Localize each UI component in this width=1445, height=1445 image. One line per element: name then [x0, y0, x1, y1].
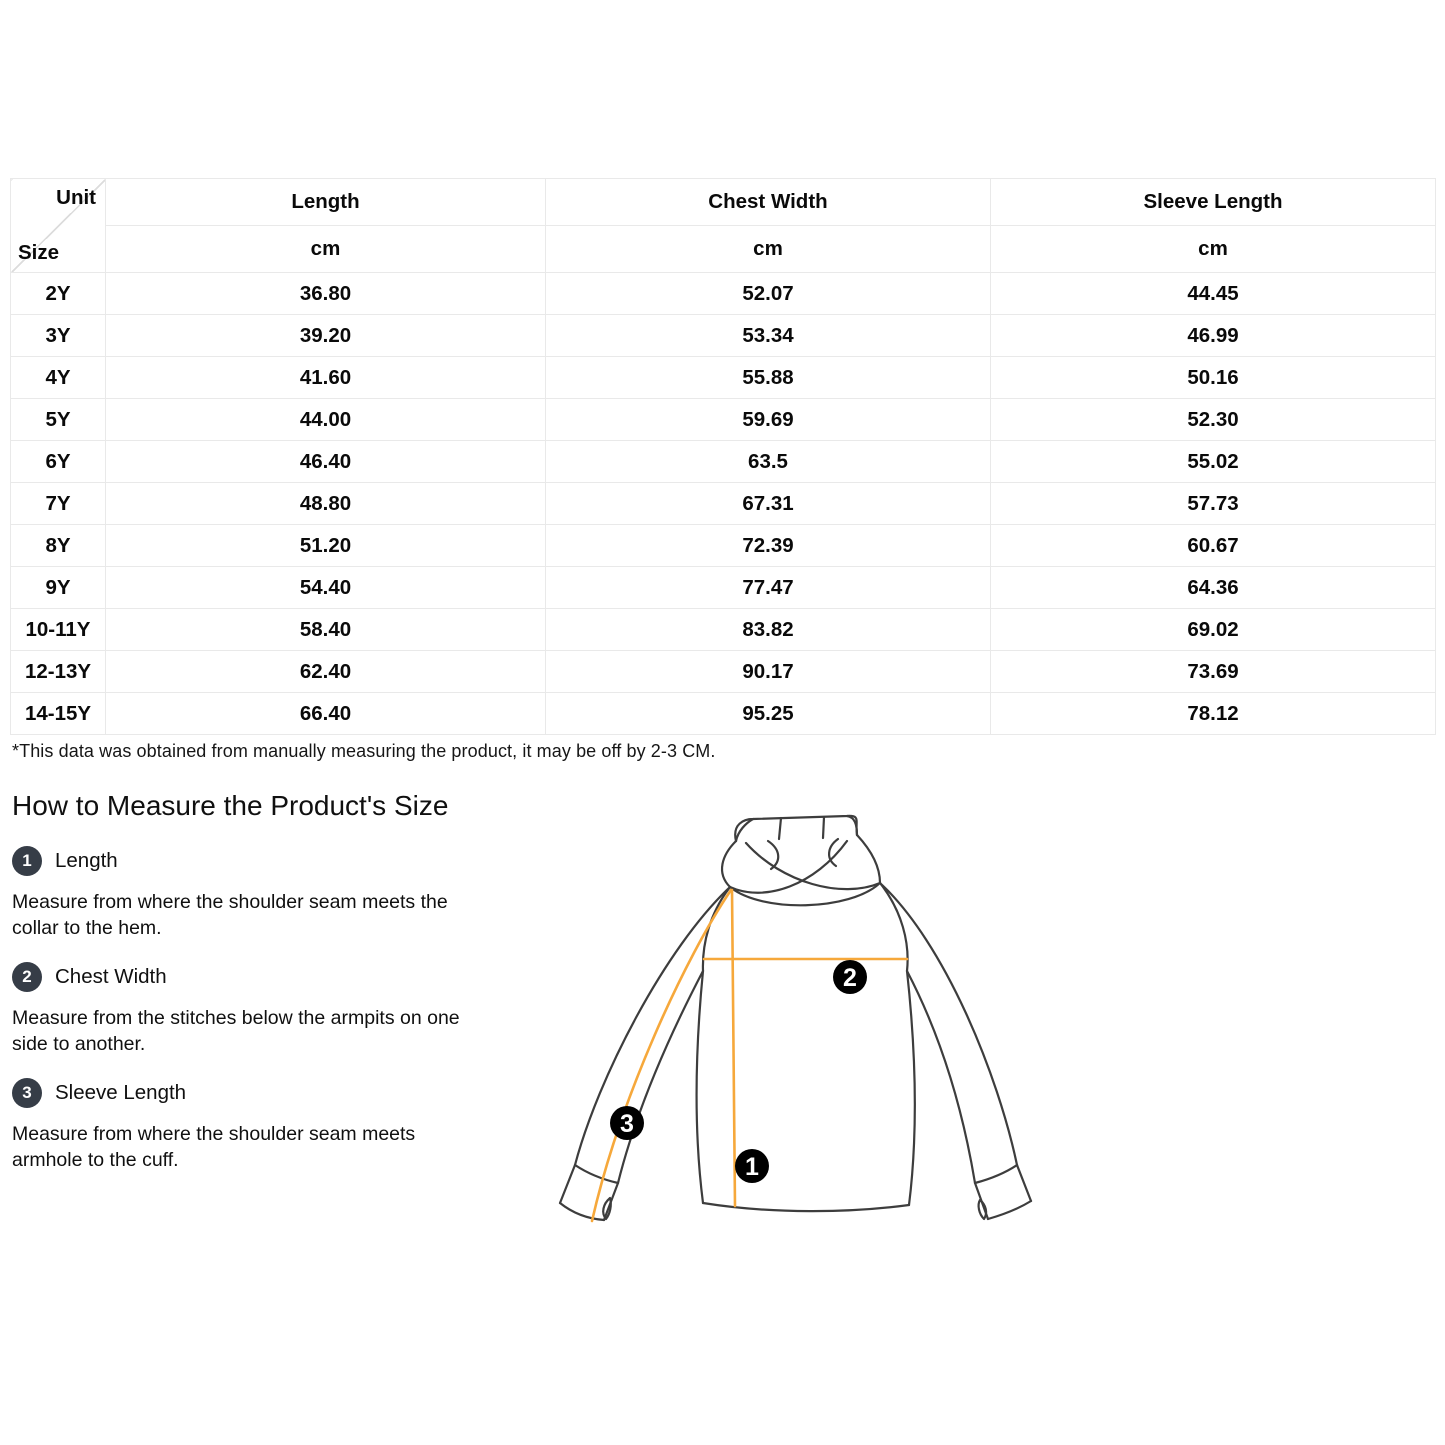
size-cell: 7Y — [11, 483, 106, 525]
value-cell: 67.31 — [546, 483, 991, 525]
size-cell: 12-13Y — [11, 651, 106, 693]
step-1-badge: 1 — [12, 846, 42, 876]
badge-3-number: 3 — [620, 1110, 634, 1138]
badge-1-number: 1 — [745, 1153, 759, 1181]
table-row — [11, 273, 1436, 315]
value-cell: 58.40 — [106, 609, 546, 651]
table-header-row — [11, 179, 1436, 226]
value-cell: 36.80 — [106, 273, 546, 315]
value-cell: 64.36 — [991, 567, 1436, 609]
table-corner-cell — [11, 179, 106, 273]
unit-cell: cm — [106, 226, 546, 273]
size-cell: 14-15Y — [11, 693, 106, 735]
column-header-length: Length — [106, 179, 546, 226]
value-cell: 39.20 — [106, 315, 546, 357]
value-cell: 52.07 — [546, 273, 991, 315]
table-row — [11, 567, 1436, 609]
value-cell: 95.25 — [546, 693, 991, 735]
value-cell: 48.80 — [106, 483, 546, 525]
value-cell: 77.47 — [546, 567, 991, 609]
step-1-label: Length — [55, 849, 118, 872]
badge-2-number: 2 — [843, 964, 857, 992]
size-cell: 8Y — [11, 525, 106, 567]
value-cell: 55.02 — [991, 441, 1436, 483]
step-2-description: Measure from the stitches below the armpits on one side to another. — [12, 1007, 460, 1055]
step-1-description: Measure from where the shoulder seam meets the collar to the hem. — [12, 891, 448, 939]
size-cell: 3Y — [11, 315, 106, 357]
value-cell: 44.45 — [991, 273, 1436, 315]
value-cell: 73.69 — [991, 651, 1436, 693]
value-cell: 66.40 — [106, 693, 546, 735]
diagram-badge-2 — [833, 960, 867, 994]
step-2-badge: 2 — [12, 962, 42, 992]
value-cell: 54.40 — [106, 567, 546, 609]
table-row — [11, 483, 1436, 525]
step-length — [12, 846, 542, 941]
hoodie-outline-drawing — [560, 816, 1031, 1220]
value-cell: 72.39 — [546, 525, 991, 567]
diagram-badge-1 — [735, 1149, 769, 1183]
value-cell: 51.20 — [106, 525, 546, 567]
value-cell: 69.02 — [991, 609, 1436, 651]
value-cell: 83.82 — [546, 609, 991, 651]
value-cell: 44.00 — [106, 399, 546, 441]
measure-steps — [12, 846, 542, 1194]
table-row — [11, 693, 1436, 735]
value-cell: 59.69 — [546, 399, 991, 441]
size-cell: 9Y — [11, 567, 106, 609]
step-2-label: Chest Width — [55, 965, 167, 988]
value-cell: 63.5 — [546, 441, 991, 483]
unit-cell: cm — [546, 226, 991, 273]
measurement-disclaimer: *This data was obtained from manually measuring the product, it may be off by 2-3 CM. — [12, 741, 716, 761]
step-3-badge: 3 — [12, 1078, 42, 1108]
diagram-badge-3 — [610, 1106, 644, 1140]
size-table — [10, 178, 1436, 735]
step-sleeve-length — [12, 1078, 542, 1173]
size-cell: 2Y — [11, 273, 106, 315]
hoodie-measurement-diagram — [550, 813, 1040, 1263]
step-header — [12, 962, 542, 992]
value-cell: 50.16 — [991, 357, 1436, 399]
step-3-description: Measure from where the shoulder seam meets armhole to the cuff. — [12, 1123, 416, 1171]
value-cell: 55.88 — [546, 357, 991, 399]
corner-unit-label: Unit — [56, 186, 96, 209]
value-cell: 41.60 — [106, 357, 546, 399]
step-header — [12, 846, 542, 876]
table-row — [11, 357, 1436, 399]
step-chest-width — [12, 962, 542, 1057]
table-row — [11, 441, 1436, 483]
size-cell: 10-11Y — [11, 609, 106, 651]
corner-size-label: Size — [18, 241, 60, 264]
unit-cell: cm — [991, 226, 1436, 273]
value-cell: 60.67 — [991, 525, 1436, 567]
value-cell: 62.40 — [106, 651, 546, 693]
column-header-chest-width: Chest Width — [546, 179, 991, 226]
how-to-measure-title: How to Measure the Product's Size — [12, 790, 449, 821]
length-measure-line — [732, 890, 735, 1206]
size-cell: 6Y — [11, 441, 106, 483]
value-cell: 57.73 — [991, 483, 1436, 525]
value-cell: 46.99 — [991, 315, 1436, 357]
table-row — [11, 525, 1436, 567]
value-cell: 78.12 — [991, 693, 1436, 735]
step-header — [12, 1078, 542, 1108]
value-cell: 90.17 — [546, 651, 991, 693]
table-row — [11, 399, 1436, 441]
table-row — [11, 609, 1436, 651]
table-row — [11, 651, 1436, 693]
table-unit-row — [11, 226, 1436, 273]
value-cell: 46.40 — [106, 441, 546, 483]
table-row — [11, 315, 1436, 357]
value-cell: 52.30 — [991, 399, 1436, 441]
value-cell: 53.34 — [546, 315, 991, 357]
size-cell: 5Y — [11, 399, 106, 441]
size-cell: 4Y — [11, 357, 106, 399]
column-header-sleeve-length: Sleeve Length — [991, 179, 1436, 226]
step-3-label: Sleeve Length — [55, 1081, 187, 1104]
